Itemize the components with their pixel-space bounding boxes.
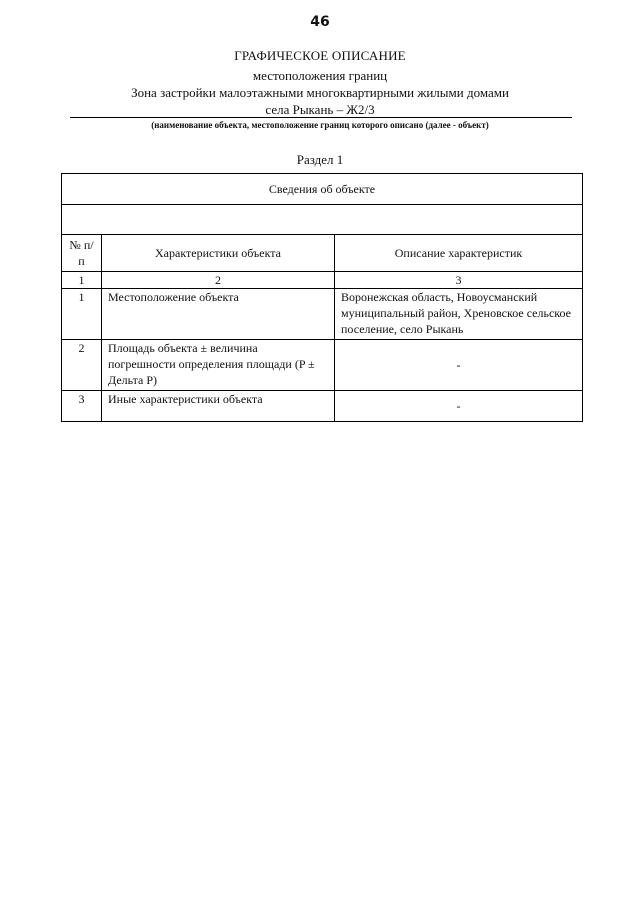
header-num: № п/п [62,235,102,272]
row-characteristic: Площадь объекта ± величина погрешности определения площади (P ± Дельта P) [102,340,335,391]
header-underline [70,117,572,118]
zone-name-line-1: Зона застройки малоэтажными многоквартирными жилыми домами [131,85,509,100]
row-description: Воронежская область, Новоусманский муниципальный район, Хреновское сельское поселение, село Рыкань [335,289,583,340]
row-num: 3 [62,391,102,422]
index-cell: 3 [335,272,583,289]
header-characteristics: Характеристики объекта [102,235,335,272]
zone-name-line-2: села Рыкань – Ж2/3 [265,102,375,117]
document-title: ГРАФИЧЕСКОЕ ОПИСАНИЕ [234,48,406,63]
row-characteristic: Иные характеристики объекта [102,391,335,422]
table-header-row [62,235,583,272]
row-characteristic: Местоположение объекта [102,289,335,340]
table-row [62,391,583,422]
object-info-table [61,173,583,422]
table-index-row [62,272,583,289]
table-row [62,340,583,391]
table-title-row [62,174,583,205]
row-num: 2 [62,340,102,391]
row-description: - [335,391,583,422]
table-title: Сведения об объекте [62,174,583,205]
section-heading: Раздел 1 [296,152,344,167]
object-note: (наименование объекта, местоположение границ которого описано (далее - объект) [151,120,489,130]
document-subtitle: местоположения границ [252,68,388,83]
index-cell: 2 [102,272,335,289]
document-header [0,47,640,118]
index-cell: 1 [62,272,102,289]
row-description: - [335,340,583,391]
row-num: 1 [62,289,102,340]
header-description: Описание характеристик [335,235,583,272]
page-number: 46 [310,14,330,30]
table-empty-row [62,205,583,235]
table-row [62,289,583,340]
empty-cell [62,205,583,235]
